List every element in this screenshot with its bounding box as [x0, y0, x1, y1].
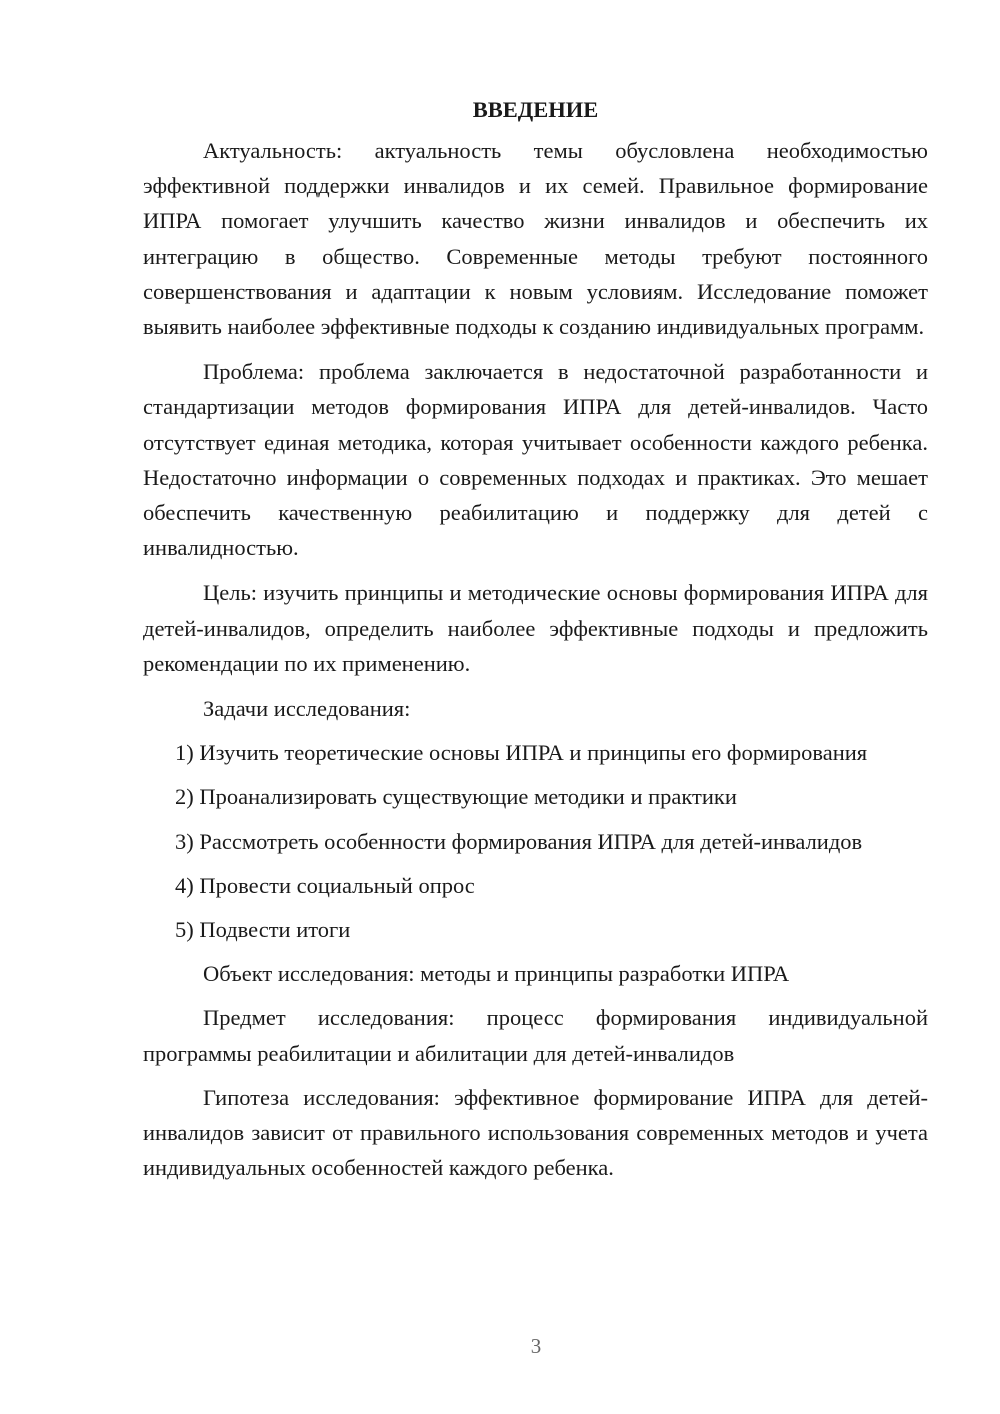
list-item: 4) Провести социальный опрос [175, 872, 475, 898]
list-item: 5) Подвести итоги [175, 917, 351, 943]
paragraph-hypothesis: Гипотеза исследования: эффективное формирование ИПРА для детей-инвалидов зависит от правильного использования современных методов и учета индивидуальных особенностей каждого ребенка. [143, 1084, 928, 1181]
paragraph-subject: Предмет исследования: процесс формирования индивидуальной программы реабилитации и абилитации для детей-инвалидов [143, 1005, 928, 1066]
paragraph-goal: Цель: изучить принципы и методические основы формирования ИПРА для детей-инвалидов, определить наиболее эффективные подходы и предложить рекомендации по их применению. [143, 580, 928, 676]
tasks-heading: Задачи исследования: [203, 696, 411, 722]
page-title: ВВЕДЕНИЕ [472, 97, 599, 122]
paragraph-problem: Проблема: проблема заключается в недостаточной разработанности и стандартизации методов формирования ИПРА для детей-инвалидов. Часто отсутствует единая методика, которая учитывает особенности каждого ребенка. Недостаточно информации о современных подходах и практиках. Это мешает обеспечить качественную реабилитацию и поддержку для детей с инвалидностью. [143, 359, 928, 561]
paragraph-object: Объект исследования: методы и принципы разработки ИПРА [203, 961, 790, 987]
page-number: 3 [530, 1334, 542, 1358]
paragraph-relevance: Актуальность: актуальность темы обусловлена необходимостью эффективной поддержки инвалидов и их семей. Правильное формирование ИПРА помогает улучшить качество жизни инвалидов и обеспечить их интеграцию в общество. Современные методы требуют постоянного совершенствования и адаптации к новым условиям. Исследование поможет выявить наиболее эффективные подходы к созданию индивидуальных программ. [143, 138, 928, 340]
list-item: 1) Изучить теоретические основы ИПРА и принципы его формирования [175, 740, 868, 766]
list-item: 3) Рассмотреть особенности формирования ИПРА для детей-инвалидов [175, 828, 863, 854]
page-content [143, 92, 928, 1185]
list-item: 2) Проанализировать существующие методики и практики [175, 784, 737, 810]
